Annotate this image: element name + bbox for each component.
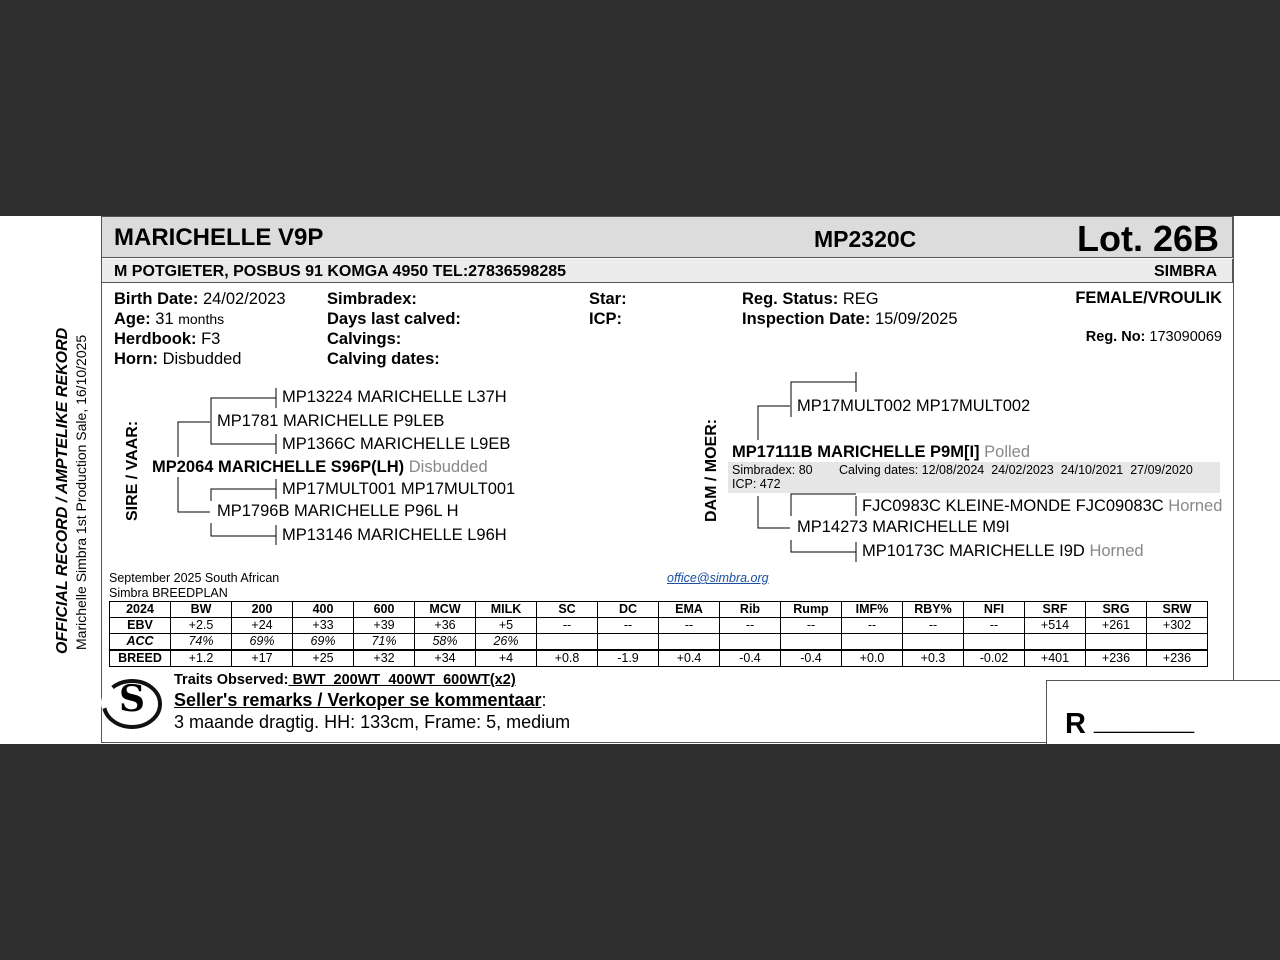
ebv-row-breed: [110, 650, 1208, 667]
ebv-cell: +25: [293, 650, 354, 667]
sire-dam: MP1796B MARICHELLE P96L H: [217, 502, 459, 520]
star-label: Star:: [589, 290, 627, 308]
ebv-cell: RBY%: [903, 602, 964, 618]
reg-no-value: 173090069: [1149, 329, 1222, 345]
dam-dam-sire-row: [862, 497, 1222, 516]
horn-value: Disbudded: [162, 350, 242, 368]
breedplan-line-1: September 2025 South African: [109, 571, 280, 585]
age-value: 31: [155, 310, 174, 328]
email-link[interactable]: office@simbra.org: [667, 571, 769, 585]
ebv-cell: BW: [171, 602, 232, 618]
ebv-cell: 2024: [110, 602, 171, 618]
lot-number: Lot. 26B: [1077, 218, 1220, 259]
ebv-cell: +2.5: [171, 618, 232, 634]
dam-dam: MP14273 MARICHELLE M9I: [797, 518, 1010, 536]
ebv-cell: +261: [1086, 618, 1147, 634]
ebv-cell: 600: [354, 602, 415, 618]
herdbook-value: F3: [201, 330, 221, 348]
animal-id: MP2320C: [814, 226, 917, 252]
inspection-label: Inspection Date:: [742, 310, 871, 328]
ebv-cell: DC: [598, 602, 659, 618]
ebv-cell: --: [598, 618, 659, 634]
ebv-cell: 69%: [293, 634, 354, 651]
ebv-cell: NFI: [964, 602, 1025, 618]
ebv-cell: SRF: [1025, 602, 1086, 618]
ebv-cell: +24: [232, 618, 293, 634]
ebv-table: [109, 601, 1208, 667]
birth-date-label: Birth Date:: [114, 290, 199, 308]
ebv-cell: +0.0: [842, 650, 903, 667]
ebv-header-row: [110, 602, 1208, 618]
ebv-cell: 71%: [354, 634, 415, 651]
official-record-label: OFFICIAL RECORD / AMPTELIKE REKORD: [54, 327, 71, 654]
ebv-cell: [781, 634, 842, 651]
traits-value: BWT 200WT 400WT 600WT(x2): [288, 672, 516, 688]
breed-name: SIMBRA: [1154, 263, 1218, 280]
inspection-date: 15/09/2025: [874, 310, 958, 328]
ebv-cell: [1086, 634, 1147, 651]
remarks-label: Seller's remarks / Verkoper se kommentaar: [174, 690, 542, 710]
ebv-cell: [903, 634, 964, 651]
simbradex-label: Simbradex:: [327, 290, 417, 308]
ebv-cell: [720, 634, 781, 651]
ebv-cell: 200: [232, 602, 293, 618]
sale-name: Marichelle Simbra 1st Production Sale, 16/10/2025: [73, 334, 89, 650]
breedplan-caption: [109, 571, 279, 601]
herdbook-label: Herdbook:: [114, 330, 197, 348]
ebv-cell: SC: [537, 602, 598, 618]
ebv-cell: +32: [354, 650, 415, 667]
dam-horn: Polled: [984, 443, 1031, 461]
sire-dam-dam: MP13146 MARICHELLE L96H: [282, 526, 507, 544]
sire-horn: Disbudded: [408, 458, 488, 476]
ebv-cell: +5: [476, 618, 537, 634]
dam-dam-dam-horn: Horned: [1089, 542, 1144, 560]
ebv-cell: [598, 634, 659, 651]
traits-label: Traits Observed:: [174, 672, 289, 688]
ebv-cell: --: [781, 618, 842, 634]
sire-sire-dam: MP1366C MARICHELLE L9EB: [282, 435, 511, 453]
ebv-cell: 26%: [476, 634, 537, 651]
age-label: Age:: [114, 310, 151, 328]
dam-dam-sire-horn: Horned: [1168, 497, 1223, 515]
reg-no-label: Reg. No:: [1085, 329, 1146, 345]
ebv-cell: --: [964, 618, 1025, 634]
ebv-cell: [964, 634, 1025, 651]
animal-name: MARICHELLE V9P: [114, 224, 324, 251]
ebv-cell: --: [720, 618, 781, 634]
ebv-cell: 58%: [415, 634, 476, 651]
calving-dates-label: Calving dates:: [327, 350, 440, 368]
logo-letter: S: [119, 678, 145, 720]
dam-dam-sire: FJC0983C KLEINE-MONDE FJC09083C: [862, 497, 1164, 515]
ebv-cell: MCW: [415, 602, 476, 618]
ebv-cell: +33: [293, 618, 354, 634]
owner-info: M POTGIETER, POSBUS 91 KOMGA 4950 TEL:27836598285: [114, 263, 567, 280]
ebv-cell: +39: [354, 618, 415, 634]
birth-date: 24/02/2023: [202, 290, 286, 308]
price-label: R: [1065, 708, 1086, 740]
breedplan-line-2: Simbra BREEDPLAN: [109, 586, 228, 600]
sire-sire: MP1781 MARICHELLE P9LEB: [217, 412, 445, 430]
ebv-cell: +0.8: [537, 650, 598, 667]
ebv-cell: +302: [1147, 618, 1208, 634]
dam-label: DAM / MOER:: [703, 418, 720, 522]
reg-status: REG: [842, 290, 879, 308]
ebv-cell: [1025, 634, 1086, 651]
ebv-cell: --: [659, 618, 720, 634]
sire-dam-sire: MP17MULT001 MP17MULT001: [282, 480, 516, 498]
dam-sire: MP17MULT002 MP17MULT002: [797, 397, 1031, 415]
ebv-cell: EBV: [110, 618, 171, 634]
days-calved-label: Days last calved:: [327, 310, 461, 328]
sex: FEMALE/VROULIK: [1075, 289, 1222, 307]
ebv-cell: +1.2: [171, 650, 232, 667]
remarks-heading: [174, 690, 547, 711]
ebv-cell: -0.4: [781, 650, 842, 667]
ebv-cell: 69%: [232, 634, 293, 651]
ebv-cell: +17: [232, 650, 293, 667]
ebv-cell: [1147, 634, 1208, 651]
remarks-colon: :: [541, 690, 547, 710]
dam-calving-dates: Calving dates: 12/08/2024 24/02/2023 24/10/2021 27/09/2020: [839, 463, 1193, 477]
ebv-cell: -0.02: [964, 650, 1025, 667]
calvings-label: Calvings:: [327, 330, 402, 348]
dam-name-row: [732, 443, 1030, 462]
ebv-cell: +236: [1147, 650, 1208, 667]
ebv-cell: MILK: [476, 602, 537, 618]
ebv-cell: SRW: [1147, 602, 1208, 618]
sire-label: SIRE / VAAR:: [124, 420, 141, 521]
reg-status-label: Reg. Status:: [742, 290, 839, 308]
ebv-cell: +34: [415, 650, 476, 667]
sire-name: MP2064 MARICHELLE S96P(LH): [152, 458, 405, 476]
ebv-cell: +0.3: [903, 650, 964, 667]
ebv-cell: 400: [293, 602, 354, 618]
ebv-cell: --: [537, 618, 598, 634]
ebv-cell: [537, 634, 598, 651]
horn-label: Horn:: [114, 350, 158, 368]
dam-icp: ICP: 472: [732, 477, 781, 491]
ebv-cell: +236: [1086, 650, 1147, 667]
ebv-cell: Rib: [720, 602, 781, 618]
dam-dam-dam-row: [862, 542, 1144, 561]
ebv-cell: ACC: [110, 634, 171, 651]
ebv-cell: 74%: [171, 634, 232, 651]
age-unit: months: [178, 311, 225, 327]
ebv-cell: --: [842, 618, 903, 634]
ebv-cell: Rump: [781, 602, 842, 618]
remarks-text: 3 maande dragtig. HH: 133cm, Frame: 5, medium: [174, 712, 571, 732]
ebv-cell: +36: [415, 618, 476, 634]
icp-label: ICP:: [589, 310, 622, 328]
ebv-cell: -1.9: [598, 650, 659, 667]
ebv-cell: EMA: [659, 602, 720, 618]
ebv-row-acc: [110, 634, 1208, 651]
sire-name-row: [152, 458, 488, 477]
ebv-cell: IMF%: [842, 602, 903, 618]
ebv-cell: [659, 634, 720, 651]
ebv-cell: +4: [476, 650, 537, 667]
price-line[interactable]: _________: [1094, 712, 1195, 734]
ebv-cell: [842, 634, 903, 651]
ebv-row-ebv: [110, 618, 1208, 634]
dam-simbradex: Simbradex: 80: [732, 463, 813, 477]
ebv-cell: --: [903, 618, 964, 634]
ebv-cell: SRG: [1086, 602, 1147, 618]
ebv-cell: +0.4: [659, 650, 720, 667]
ebv-cell: +514: [1025, 618, 1086, 634]
sire-sire-sire: MP13224 MARICHELLE L37H: [282, 388, 507, 406]
dam-dam-dam: MP10173C MARICHELLE I9D: [862, 542, 1085, 560]
ebv-cell: +401: [1025, 650, 1086, 667]
traits-row: [174, 672, 516, 688]
dam-name: MP17111B MARICHELLE P9M[I]: [732, 443, 980, 461]
ebv-cell: BREED: [110, 650, 171, 667]
ebv-cell: -0.4: [720, 650, 781, 667]
